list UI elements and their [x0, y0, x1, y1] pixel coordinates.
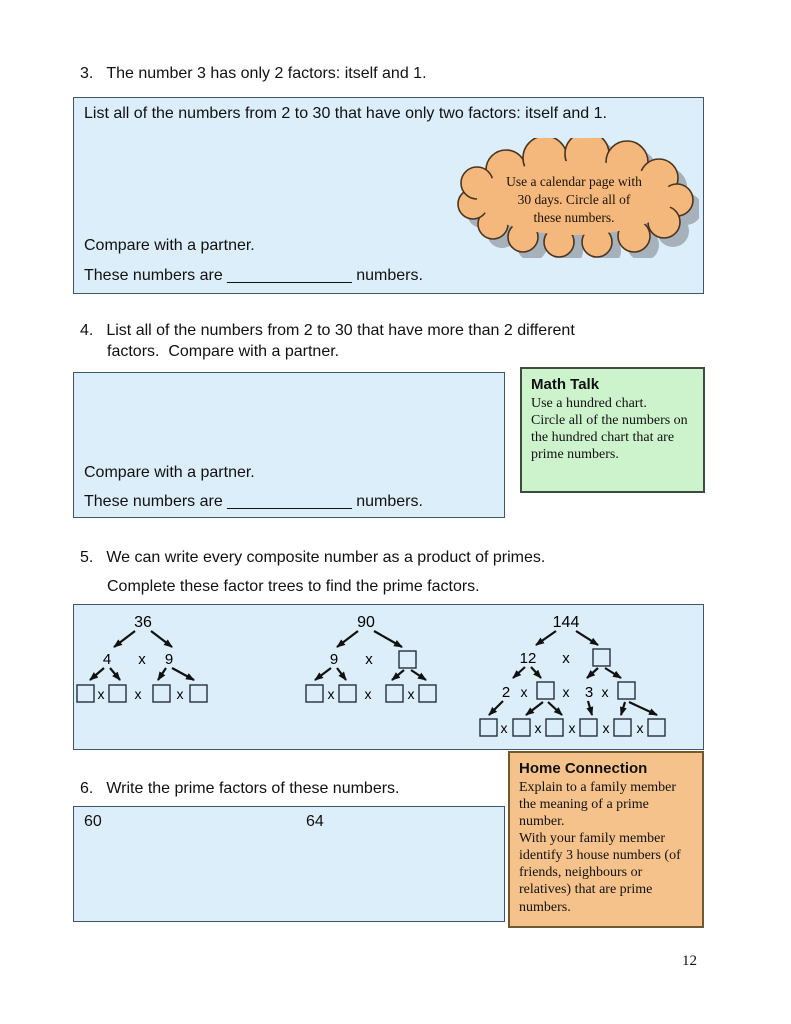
home-connection-sentence: With your family member identify 3 house numbers (of friends, neighbours or relatives) that are prime numbers.: [519, 831, 681, 915]
result-blank-line: These numbers are ______________ numbers.: [84, 267, 423, 284]
answer-boxes: [77, 685, 207, 702]
math-talk-sentence: Use a hundred chart.: [531, 396, 647, 411]
cloud-text-line: 30 days. Circle all of: [517, 191, 631, 207]
times-sign: x: [364, 686, 372, 702]
factor-tree-144: [474, 609, 702, 749]
question-6: [80, 779, 400, 799]
times-sign: x: [500, 720, 508, 736]
times-sign: x: [562, 684, 570, 700]
times-sign: x: [327, 686, 335, 702]
home-connection-sentence: Explain to a family member the meaning of a prime number.: [519, 780, 677, 830]
times-sign: x: [365, 651, 373, 668]
tree-arrows: [489, 631, 657, 715]
compare-text: Compare with a partner.: [84, 464, 255, 481]
compare-text: Compare with a partner.: [84, 237, 255, 254]
times-sign: x: [520, 684, 528, 700]
question-text: List all of the numbers from 2 to 30 that have more than 2 different: [106, 322, 575, 339]
times-sign: x: [407, 686, 415, 702]
cloud-text-line: Use a calendar page with: [506, 173, 642, 189]
question-4-line2: factors. Compare with a partner.: [107, 343, 340, 360]
question-text: We can write every composite number as a product of primes.: [106, 549, 546, 566]
cloud-text-line: these numbers.: [533, 210, 615, 226]
math-talk-sentence: Circle all of the numbers on the hundred chart that are prime numbers.: [531, 413, 688, 463]
tree-node-value: 3: [584, 684, 594, 701]
result-blank-line: These numbers are ______________ numbers.: [84, 493, 423, 510]
times-sign: x: [97, 686, 105, 702]
times-sign: x: [636, 720, 644, 736]
tree-root: 144: [552, 614, 580, 631]
home-connection-panel: [508, 751, 704, 928]
page-number: 12: [682, 953, 697, 969]
times-sign: x: [134, 686, 142, 702]
tree-node-value: 9: [164, 651, 174, 668]
question-4: [80, 321, 575, 341]
math-talk-title: Math Talk: [531, 376, 600, 393]
question-number: 6.: [80, 780, 94, 797]
value-64: 64: [306, 813, 324, 830]
tree-node-value: 2: [501, 684, 511, 701]
times-sign: x: [138, 651, 146, 668]
prompt-text: List all of the numbers from 2 to 30 that have only two factors: itself and 1.: [84, 105, 607, 122]
question-5-line2: Complete these factor trees to find the prime factors.: [107, 578, 480, 595]
times-sign: x: [602, 720, 610, 736]
tree-node-value: 4: [102, 651, 112, 668]
answer-box-primes: [73, 97, 704, 294]
question-text: Write the prime factors of these numbers.: [106, 780, 400, 797]
math-talk-panel: [520, 367, 705, 493]
times-sign: x: [562, 650, 570, 667]
times-sign: x: [601, 684, 609, 700]
times-sign: x: [568, 720, 576, 736]
home-connection-title: Home Connection: [519, 760, 648, 777]
tree-node-value: 12: [519, 650, 537, 667]
factor-tree-36: [76, 609, 286, 709]
value-60: 60: [84, 813, 102, 830]
times-sign: x: [176, 686, 184, 702]
answer-box-composites: [73, 372, 505, 518]
question-number: 3.: [80, 65, 94, 82]
question-3: [80, 64, 427, 84]
cloud-text: [467, 160, 681, 240]
prime-factors-box: [73, 806, 505, 922]
cloud-callout: [449, 138, 699, 258]
times-sign: x: [534, 720, 542, 736]
question-5: [80, 548, 545, 568]
question-number: 5.: [80, 549, 94, 566]
tree-node-value: 9: [329, 651, 339, 668]
factor-trees-box: [73, 604, 704, 750]
question-number: 4.: [80, 322, 94, 339]
question-text: The number 3 has only 2 factors: itself and 1.: [106, 65, 427, 82]
tree-root: 90: [357, 614, 375, 631]
tree-root: 36: [134, 614, 152, 631]
